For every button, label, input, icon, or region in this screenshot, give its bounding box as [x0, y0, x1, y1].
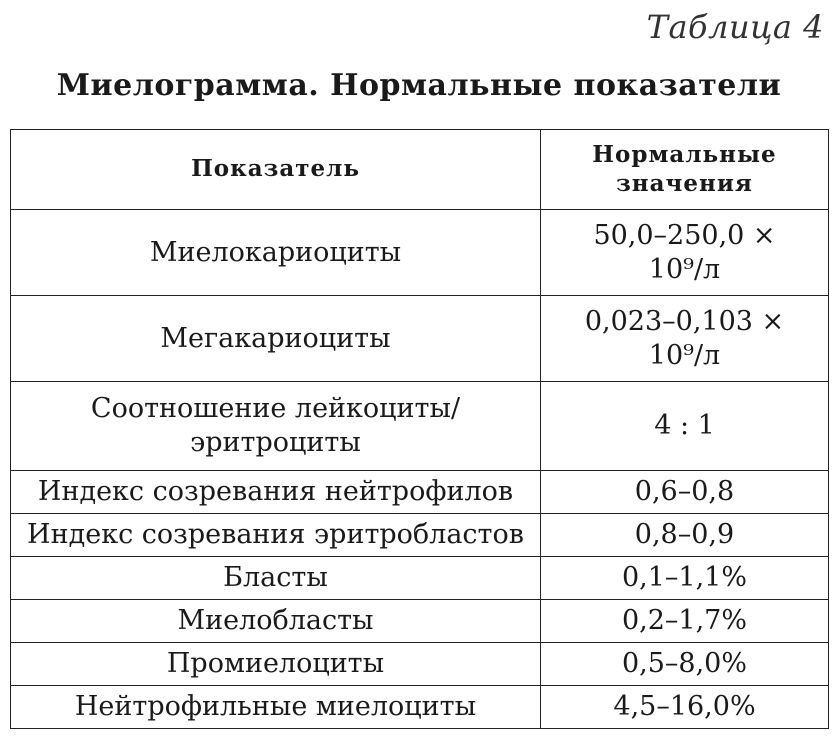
- header-normal-values: [541, 130, 829, 210]
- row-value: 4,5–16,0%: [541, 686, 829, 729]
- row-value: [541, 210, 829, 296]
- row-name: Бласты: [11, 557, 541, 600]
- table-header-row: [11, 130, 829, 210]
- table-row: [11, 643, 829, 686]
- row-name-line1: Соотношение лейкоциты/: [90, 393, 461, 425]
- table-row: [11, 471, 829, 514]
- row-value: 0,1–1,1%: [541, 557, 829, 600]
- row-value-line1: 0,023–0,103 ×: [584, 305, 785, 337]
- header-indicator: Показатель: [11, 130, 541, 210]
- row-value: 0,6–0,8: [541, 471, 829, 514]
- row-value-line2: 10⁹/л: [648, 253, 721, 285]
- row-name: Индекс созревания эритробластов: [11, 514, 541, 557]
- row-name: Промиелоциты: [11, 643, 541, 686]
- row-name: Нейтрофильные миелоциты: [11, 686, 541, 729]
- table-row: [11, 557, 829, 600]
- myelogram-table: [10, 129, 829, 729]
- row-value: 4 : 1: [541, 382, 829, 471]
- table-row: [11, 210, 829, 296]
- row-name: Индекс созревания нейтрофилов: [11, 471, 541, 514]
- row-name: Мегакариоциты: [11, 296, 541, 382]
- row-value: 0,5–8,0%: [541, 643, 829, 686]
- table-row: [11, 686, 829, 729]
- table-row: [11, 514, 829, 557]
- table-row: [11, 296, 829, 382]
- table-row: [11, 600, 829, 643]
- header-normal-values-line1: Нормальные: [592, 140, 777, 168]
- row-value: 0,2–1,7%: [541, 600, 829, 643]
- row-value: 0,8–0,9: [541, 514, 829, 557]
- row-value-line2: 10⁹/л: [648, 339, 721, 371]
- table-number-label: Таблица 4: [646, 8, 824, 46]
- row-name: [11, 382, 541, 471]
- header-normal-values-line2: значения: [616, 169, 753, 197]
- row-name-line2: эритроциты: [190, 427, 361, 458]
- row-value-line1: 50,0–250,0 ×: [593, 219, 776, 251]
- row-value: [541, 296, 829, 382]
- row-name: Миелокариоциты: [11, 210, 541, 296]
- table-caption: Миелограмма. Нормальные показатели: [56, 68, 782, 103]
- row-name: Миелобласты: [11, 600, 541, 643]
- table-row: [11, 382, 829, 471]
